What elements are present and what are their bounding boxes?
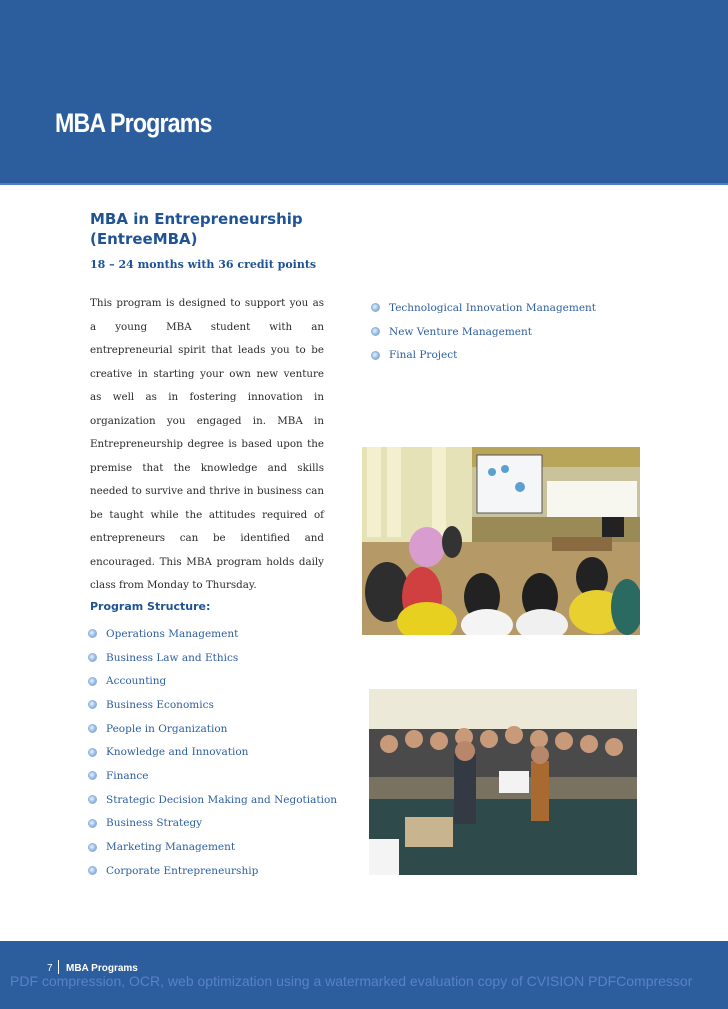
classroom-photo-illustration <box>362 447 640 635</box>
course-label: People in Organization <box>106 722 228 735</box>
program-structure-heading: Program Structure: <box>90 600 211 613</box>
list-item <box>371 343 596 367</box>
course-label: Corporate Entrepreneurship <box>106 864 259 877</box>
course-label: Business Strategy <box>106 817 203 830</box>
list-item <box>88 646 337 670</box>
course-label: Business Economics <box>106 698 214 711</box>
list-item <box>88 622 337 646</box>
list-item <box>88 717 337 741</box>
course-list-left <box>88 622 337 883</box>
watermark-text: PDF compression, OCR, web optimization using a watermarked evaluation copy of CVISION PDFCompressor <box>10 973 693 989</box>
bullet-icon <box>88 724 97 733</box>
bullet-icon <box>88 866 97 875</box>
course-label: Finance <box>106 769 149 782</box>
course-label: Knowledge and Innovation <box>106 746 249 759</box>
course-label: New Venture Management <box>389 325 532 338</box>
list-item <box>88 764 337 788</box>
group-photo <box>369 689 637 875</box>
list-item <box>88 740 337 764</box>
bullet-icon <box>88 748 97 757</box>
program-duration: 18 – 24 months with 36 credit points <box>90 258 317 271</box>
bullet-icon <box>371 327 380 336</box>
bullet-icon <box>88 819 97 828</box>
program-title: MBA in Entrepreneurship (EntreeMBA) <box>90 210 303 248</box>
list-item <box>88 812 337 836</box>
bullet-icon <box>88 677 97 686</box>
list-item <box>88 693 337 717</box>
program-description: This program is designed to support you as a young MBA student with an entrepreneurial spirit that leads you to be creative in starting your own new venture as well as in fostering innovation in organization you engaged in. MBA in Entrepreneurship degree is based upon the premise that the knowledge and skills needed to survive and thrive in business can be taught while the attitudes required of entrepreneurs can be identified and encouraged. This MBA program holds daily class from Monday to Thursday. <box>90 297 324 591</box>
bullet-icon <box>88 771 97 780</box>
course-label: Accounting <box>106 675 167 688</box>
bullet-icon <box>88 653 97 662</box>
bullet-icon <box>88 795 97 804</box>
header-banner <box>0 0 728 185</box>
course-label: Operations Management <box>106 627 239 640</box>
list-item <box>371 320 596 344</box>
bullet-icon <box>88 629 97 638</box>
bullet-icon <box>371 351 380 360</box>
footer-divider <box>58 960 59 974</box>
course-label: Business Law and Ethics <box>106 651 239 664</box>
list-item <box>88 835 337 859</box>
group-photo-illustration <box>369 689 637 875</box>
footer-section-label: MBA Programs <box>66 963 138 974</box>
course-label: Marketing Management <box>106 841 236 854</box>
course-label: Final Project <box>389 349 458 362</box>
list-item <box>88 859 337 883</box>
course-label: Strategic Decision Making and Negotiation <box>106 793 338 806</box>
page-number: 7 <box>47 963 53 974</box>
list-item <box>88 669 337 693</box>
list-item <box>371 296 596 320</box>
classroom-photo <box>362 447 640 635</box>
course-list-right <box>371 296 596 367</box>
page-title: MBA Programs <box>55 108 212 138</box>
bullet-icon <box>88 843 97 852</box>
course-label: Technological Innovation Management <box>389 301 597 314</box>
bullet-icon <box>371 303 380 312</box>
bullet-icon <box>88 700 97 709</box>
list-item <box>88 788 337 812</box>
